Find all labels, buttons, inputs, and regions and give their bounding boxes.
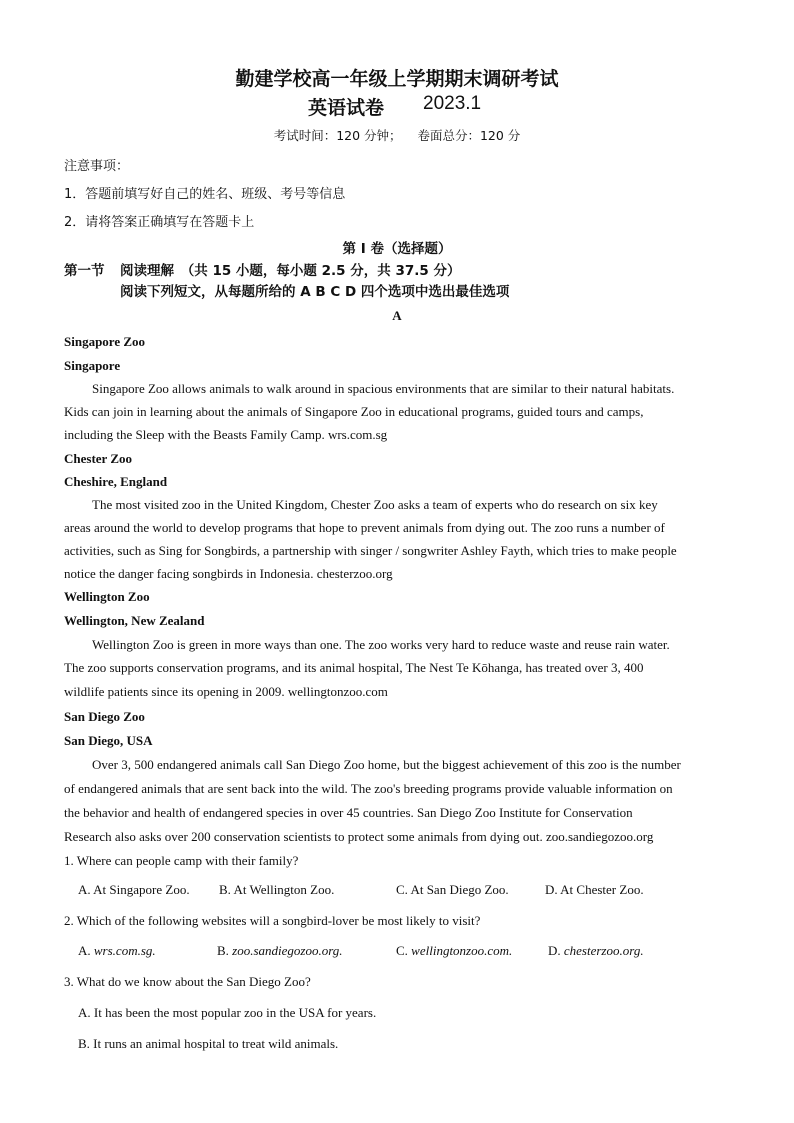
passage-line: Wellington Zoo is green in more ways than one. The zoo works very hard to reduce waste and reuse rain water. <box>92 637 670 652</box>
option-c: C. At San Diego Zoo. <box>396 882 509 897</box>
note-item: 1．答题前填写好自己的姓名、班级、考号等信息 <box>64 187 346 202</box>
question-stem: 2. Which of the following websites will a songbird-lover be most likely to visit? <box>64 913 481 928</box>
option-b: B. At Wellington Zoo. <box>219 882 335 897</box>
passage-line: the behavior and health of endangered species in over 45 countries. San Diego Zoo Institute for Conservation <box>64 805 633 820</box>
option-d: D. At Chester Zoo. <box>545 882 644 897</box>
zoo-location: Singapore <box>64 358 121 373</box>
zoo-location: Cheshire, England <box>64 474 168 489</box>
passage-line: wildlife patients since its opening in 2009. wellingtonzoo.com <box>64 684 388 699</box>
option-b: B. It runs an animal hospital to treat wild animals. <box>78 1036 339 1051</box>
option-a: A. It has been the most popular zoo in the USA for years. <box>78 1005 377 1020</box>
passage-line: activities, such as Sing for Songbirds, a partnership with singer / songwriter Ashley Fayth, which tries to make people <box>64 543 677 558</box>
option-letter: B. <box>217 943 229 958</box>
zoo-location: Wellington, New Zealand <box>64 613 205 628</box>
zoo-name: San Diego Zoo <box>64 709 145 724</box>
zoo-name: Singapore Zoo <box>64 334 146 349</box>
zoo-location: San Diego, USA <box>64 733 153 748</box>
zoo-name: Chester Zoo <box>64 451 133 466</box>
option-letter: D. <box>548 943 561 958</box>
passage-line: The most visited zoo in the United Kingdom, Chester Zoo asks a team of experts who do research on six key <box>92 497 658 512</box>
exam-title: 勤建学校高一年级上学期期末调研考试 <box>235 68 559 90</box>
passage-line: Singapore Zoo allows animals to walk around in spacious environments that are similar to their natural habitats. <box>92 381 675 396</box>
section-instruction: 阅读下列短文，从每题所给的 A B C D 四个选项中选出最佳选项 <box>120 284 510 300</box>
option-text: wellingtonzoo.com. <box>411 943 513 958</box>
exam-date: 2023.1 <box>423 93 482 114</box>
section-title: 阅读理解 （共 15 小题，每小题 2.5 分，共 37.5 分） <box>120 263 461 279</box>
subject-title: 英语试卷 <box>308 97 385 119</box>
passage-line: including the Sleep with the Beasts Family Camp. wrs.com.sg <box>64 427 388 442</box>
passage-line: of endangered animals that are sent back into the wild. The zoo's breeding programs provide valuable information on <box>64 781 673 796</box>
passage-line: notice the danger facing songbirds in Indonesia. chesterzoo.org <box>64 566 393 581</box>
passage-line: The zoo supports conservation programs, and its animal hospital, The Nest Te Kōhanga, has treated over 3, 400 <box>64 660 644 675</box>
question-stem: 3. What do we know about the San Diego Zoo? <box>64 974 311 989</box>
section-label: 第一节 <box>64 263 105 279</box>
note-item: 2．请将答案正确填写在答题卡上 <box>64 215 255 230</box>
option-a <box>78 943 156 959</box>
passage-line: areas around the world to develop programs that hope to prevent animals from dying out. The zoo runs a number of <box>64 520 665 535</box>
notes-heading: 注意事项： <box>64 159 130 174</box>
zoo-name: Wellington Zoo <box>64 589 150 604</box>
part-title: 第 I 卷（选择题） <box>342 241 452 257</box>
question-stem: 1. Where can people camp with their family? <box>64 853 299 868</box>
option-a: A. At Singapore Zoo. <box>78 882 190 897</box>
passage-letter: A <box>392 308 402 323</box>
option-letter: A. <box>78 943 91 958</box>
passage-line: Kids can join in learning about the animals of Singapore Zoo in educational programs, guided tours and camps, <box>64 404 644 419</box>
passage-line: Over 3, 500 endangered animals call San Diego Zoo home, but the biggest achievement of this zoo is the number <box>92 757 681 772</box>
exam-info: 考试时间：120 分钟； 卷面总分：120 分 <box>273 128 521 143</box>
option-text: wrs.com.sg. <box>93 943 156 958</box>
option-text: zoo.sandiegozoo.org. <box>232 943 343 958</box>
option-b <box>217 943 343 959</box>
option-d <box>548 943 644 959</box>
option-c <box>396 943 512 959</box>
option-letter: C. <box>396 943 408 958</box>
option-text: chesterzoo.org. <box>563 943 644 958</box>
passage-line: Research also asks over 200 conservation scientists to protect some animals from dying out. zoo.sandiegozoo.org <box>64 829 654 844</box>
